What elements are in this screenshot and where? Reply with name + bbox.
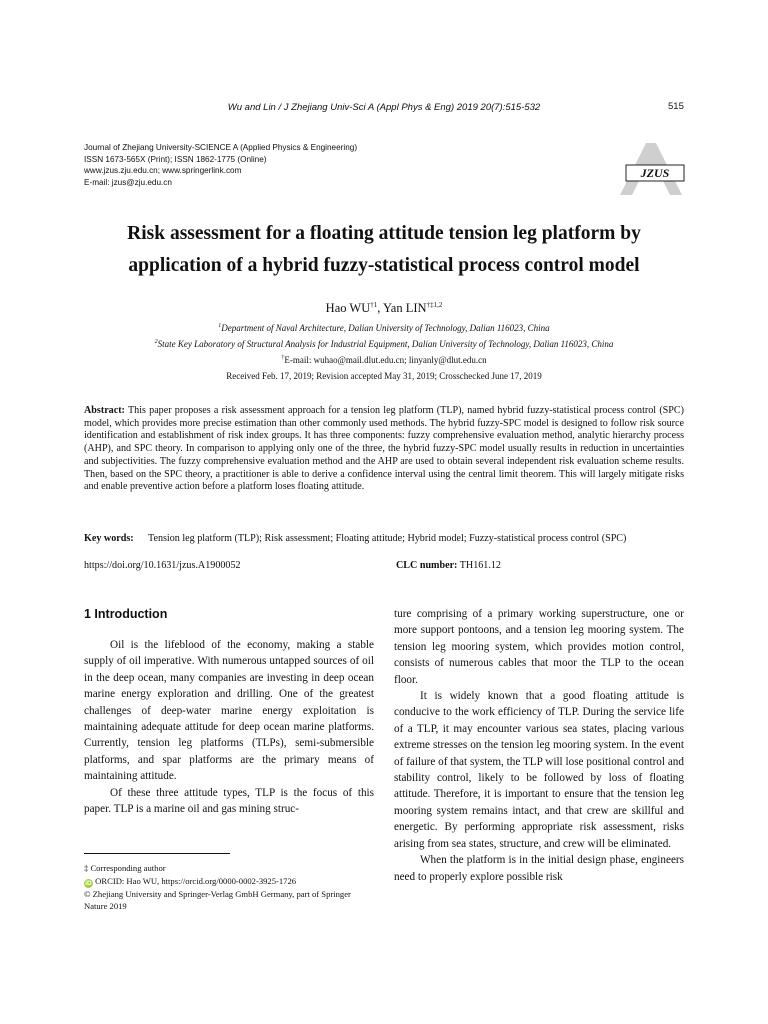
footnote-copyright: © Zhejiang University and Springer-Verlag GmbH Germany, part of Springer Nature 2019	[84, 888, 351, 911]
author-2: Yan LIN	[383, 301, 427, 316]
intro-paragraph-3: It is widely known that a good floating attitude is conducive to the work efficiency of TLP. During the service life of a TLP, it may encounter various sea states, placing various extreme stresses on the tension leg mooring system. In the event of failure of that system, the TLP will lose positional control and stability control, likely to be followed by loss of floating attitude. Therefore, it is important to ensure that the tension leg mooring system remains intact, and that crew are skillful and energetic. By performing appropriate risk assessment, risks arising from sea states, structure, and crew will be eliminated.	[394, 690, 684, 850]
logo-text: JZUS	[640, 166, 670, 180]
author-1: Hao WU	[325, 301, 371, 316]
keywords-label: Key words:	[84, 533, 134, 544]
author-separator: ,	[377, 301, 384, 316]
page-number: 515	[668, 101, 684, 112]
author-emails	[84, 355, 684, 365]
clc-label: CLC number:	[396, 560, 458, 571]
affiliation-1-text: Department of Naval Architecture, Dalian University of Technology, Dalian 116023, China	[221, 323, 550, 333]
intro-paragraph-4: When the platform is in the initial design phase, engineers need to properly explore possible risk	[394, 854, 684, 883]
title-line-1: Risk assessment for a floating attitude tension leg platform by	[127, 223, 641, 244]
clc-number	[396, 560, 501, 571]
keywords-text: Tension leg platform (TLP); Risk assessment; Floating attitude; Hybrid model; Fuzzy-statistical process control (SPC)	[148, 533, 627, 544]
jzus-logo	[616, 143, 688, 195]
clc-value: TH161.12	[459, 560, 501, 571]
affiliation-1	[84, 323, 684, 333]
title-line-2: application of a hybrid fuzzy-statistical process control model	[128, 255, 640, 276]
abstract	[84, 405, 684, 494]
footnote-orcid	[84, 875, 376, 888]
footnotes	[84, 862, 376, 913]
body-column-right	[394, 606, 684, 885]
affiliation-2	[84, 339, 684, 349]
journal-name: Journal of Zhejiang University-SCIENCE A (Applied Physics & Engineering)	[84, 143, 358, 152]
footnote-corresponding: ‡ Corresponding author	[84, 863, 166, 873]
journal-info	[84, 142, 357, 188]
affiliation-1-sup: 1	[218, 323, 222, 329]
orcid-text[interactable]: ORCID: Hao WU, https://orcid.org/0000-0002-3925-1726	[95, 875, 297, 886]
intro-paragraph-continuation: ture comprising of a primary working superstructure, one or more support pontoons, and a tension leg mooring system. The tension leg mooring system, which provides motion control, consists of numerous cables that moor the TLP to the ocean floor.	[394, 608, 684, 686]
authors	[84, 301, 684, 316]
affiliation-2-sup: 2	[154, 339, 158, 345]
received-dates: Received Feb. 17, 2019; Revision accepted May 31, 2019; Crosschecked June 17, 2019	[226, 371, 542, 381]
doi-link[interactable]: https://doi.org/10.1631/jzus.A1900052	[84, 560, 241, 571]
keywords	[84, 532, 684, 545]
footnote-divider	[84, 853, 230, 854]
abstract-text: This paper proposes a risk assessment approach for a tension leg platform (TLP), named hybrid fuzzy-statistical process control (SPC) model, which provides more precise estimation than other commonly used methods. The hybrid fuzzy-SPC model is designed to follow risk source identification and establishment of risk index groups. It has three components: fuzzy comprehensive evaluation method, analytic hierarchy process (AHP), and SPC theory. In comparison to applying only one of the three, the hybrid fuzzy-SPC model usually results in reduction in uncertainties and subjectivities. The fuzzy comprehensive evaluation method and the AHP are used to obtain several independent risk evaluation scheme results. Then, based on the SPC theory, a practitioner is able to derive a confidence interval using the central limit theorem. This will largely mitigate risks and enable preventive action before a platform loses floating attitude.	[84, 405, 684, 493]
intro-paragraph-2: Of these three attitude types, TLP is the focus of this paper. TLP is a marine oil and gas mining struc-	[84, 786, 374, 816]
email-text: E-mail: wuhao@mail.dlut.edu.cn; linyanly@dlut.edu.cn	[284, 355, 487, 365]
abstract-label: Abstract:	[84, 405, 125, 416]
author-1-sup: †1	[370, 301, 378, 309]
journal-websites: www.jzus.zju.edu.cn; www.springerlink.com	[84, 166, 242, 176]
section-heading-introduction: 1 Introduction	[84, 607, 168, 621]
running-head: Wu and Lin / J Zhejiang Univ-Sci A (Appl Phys & Eng) 2019 20(7):515-532	[227, 102, 541, 113]
journal-issn: ISSN 1673-565X (Print); ISSN 1862-1775 (Online)	[84, 154, 267, 164]
orcid-icon: iD	[85, 879, 92, 887]
paper-title	[84, 218, 684, 282]
journal-email: E-mail: jzus@zju.edu.cn	[84, 177, 172, 187]
affiliation-2-text: State Key Laboratory of Structural Analysis for Industrial Equipment, Dalian University of Technology, Dalian 116023, China	[157, 339, 614, 349]
author-2-sup: †‡1,2	[426, 301, 443, 309]
body-column-left	[84, 637, 374, 817]
intro-paragraph-1: Oil is the lifeblood of the economy, making a stable supply of oil imperative. With numerous untapped sources of oil in the deep ocean, many companies are investing in deep ocean marine energy exploration and drilling. One of the greatest challenges of deep-water marine energy exploitation is maintaining adequate attitude for deep ocean marine platforms. Currently, tension leg platforms (TLPs), semi-submersible platforms, and spar platforms are the primary means of maintaining attitude.	[84, 639, 374, 783]
email-sup: †	[281, 355, 285, 361]
